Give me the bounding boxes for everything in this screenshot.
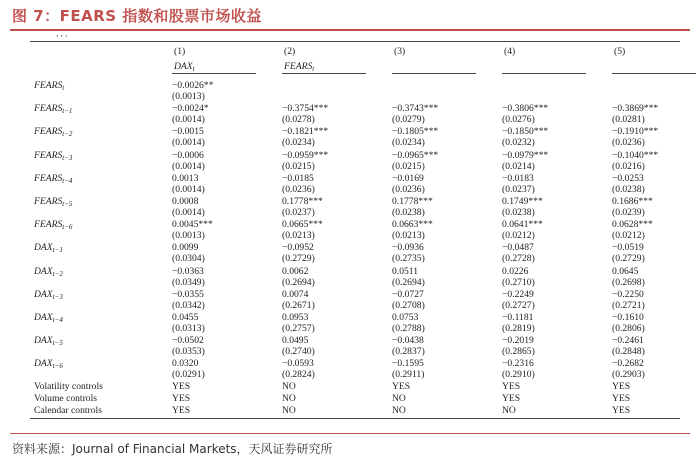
coef-cell: 0.0008 xyxy=(172,196,199,207)
se-cell: (0.2837) xyxy=(392,346,425,358)
coef-cell: −0.2461 xyxy=(612,335,644,347)
se-cell: (0.0234) xyxy=(392,137,425,149)
se-cell: (0.2848) xyxy=(612,346,645,358)
column-number: (2) xyxy=(284,46,296,57)
se-cell: (0.0304) xyxy=(172,253,205,265)
control-value: YES xyxy=(502,380,521,392)
coef-cell: 0.0455 xyxy=(172,312,199,323)
coef-cell: 0.0074 xyxy=(282,288,309,300)
row-label: $FEARS_{t-2}$ xyxy=(34,126,73,139)
row-label: $FEARS_{t-5}$ xyxy=(34,196,73,208)
coef-cell: −0.2316 xyxy=(502,358,534,370)
se-cell: (0.0237) xyxy=(502,183,535,195)
row-label: $FEARS_t$ xyxy=(34,80,65,92)
se-cell: (0.2729) xyxy=(282,253,315,265)
coef-cell: 0.0953 xyxy=(282,312,309,323)
se-cell: (0.2819) xyxy=(502,323,535,334)
coef-cell: −0.0355 xyxy=(172,288,204,300)
se-cell: (0.0236) xyxy=(392,183,425,195)
se-cell: (0.0212) xyxy=(502,230,535,242)
se-cell: (0.0013) xyxy=(172,230,205,242)
se-cell: (0.0236) xyxy=(282,183,315,195)
coef-cell: −0.2250 xyxy=(612,288,644,300)
se-cell: (0.2824) xyxy=(282,369,315,381)
coef-cell: 0.0753 xyxy=(392,312,419,323)
control-value: YES xyxy=(612,392,631,404)
control-label: Volatility controls xyxy=(34,380,103,392)
coef-cell: 0.0495 xyxy=(282,335,309,347)
coef-cell: −0.0936 xyxy=(392,242,424,254)
se-cell: (0.0238) xyxy=(502,207,535,218)
coef-cell: −0.1181 xyxy=(502,312,534,323)
se-cell: (0.0014) xyxy=(172,160,205,172)
coef-cell: 0.0663*** xyxy=(392,219,433,231)
se-cell: (0.0353) xyxy=(172,346,205,358)
se-cell: (0.0213) xyxy=(392,230,425,242)
coef-cell: −0.0024* xyxy=(172,103,209,115)
se-cell: (0.0014) xyxy=(172,183,205,195)
row-label: $FEARS_{t-6}$ xyxy=(34,219,73,232)
coef-cell: 0.0062 xyxy=(282,265,309,277)
column-number: (1) xyxy=(174,46,186,57)
coef-cell: −0.0979*** xyxy=(502,149,549,161)
coef-cell: −0.0015 xyxy=(172,126,204,138)
control-value: NO xyxy=(392,404,406,416)
se-cell: (0.2708) xyxy=(392,299,425,311)
header-underline xyxy=(282,73,366,74)
se-cell: (0.0313) xyxy=(172,323,205,334)
control-value: YES xyxy=(502,392,521,404)
se-cell: (0.0215) xyxy=(392,160,425,172)
se-cell: (0.0214) xyxy=(502,160,535,172)
control-value: NO xyxy=(502,404,516,416)
se-cell: (0.0013) xyxy=(172,91,205,102)
regression-table xyxy=(30,40,680,425)
row-label: $DAX_{t-1}$ xyxy=(34,242,63,255)
coef-cell: −0.0253 xyxy=(612,172,644,184)
coef-cell: 0.0013 xyxy=(172,172,199,184)
header-underline xyxy=(612,73,696,74)
coef-cell: −0.2019 xyxy=(502,335,534,347)
se-cell: (0.2903) xyxy=(612,369,645,381)
control-label: Calendar controls xyxy=(34,404,102,416)
se-cell: (0.2721) xyxy=(612,299,645,311)
coef-cell: −0.0965*** xyxy=(392,149,439,161)
header-underline xyxy=(502,73,586,74)
column-label: $DAX_t$ xyxy=(174,61,195,73)
se-cell: (0.2740) xyxy=(282,346,315,358)
source-note: 资料来源：Journal of Financial Markets，天风证券研究所 xyxy=(12,442,333,456)
header-underline xyxy=(392,73,476,74)
se-cell: (0.0279) xyxy=(392,114,425,126)
coef-cell: −0.1821*** xyxy=(282,126,329,138)
coef-cell: −0.0438 xyxy=(392,335,424,347)
se-cell: (0.2911) xyxy=(392,369,425,381)
se-cell: (0.0014) xyxy=(172,137,205,149)
coef-cell: −0.1595 xyxy=(392,358,424,370)
coef-cell: −0.1850*** xyxy=(502,126,549,138)
coef-cell: 0.0226 xyxy=(502,265,529,277)
se-cell: (0.0232) xyxy=(502,137,535,149)
coef-cell: −0.1910*** xyxy=(612,126,659,138)
row-label: $DAX_{t-5}$ xyxy=(34,335,63,348)
se-cell: (0.2788) xyxy=(392,323,425,334)
se-cell: (0.2698) xyxy=(612,276,645,288)
coef-cell: 0.0045*** xyxy=(172,219,213,231)
coef-cell: 0.0641*** xyxy=(502,219,543,231)
se-cell: (0.0215) xyxy=(282,160,315,172)
row-label: $DAX_{t-4}$ xyxy=(34,312,63,324)
se-cell: (0.0276) xyxy=(502,114,535,126)
row-label: $DAX_{t-2}$ xyxy=(34,265,63,278)
coef-cell: 0.1778*** xyxy=(282,196,323,207)
se-cell: (0.0213) xyxy=(282,230,315,242)
se-cell: (0.0239) xyxy=(612,207,645,218)
coef-cell: −0.0593 xyxy=(282,358,314,370)
coef-cell: −0.2682 xyxy=(612,358,644,370)
control-value: YES xyxy=(612,380,631,392)
coef-cell: −0.3806*** xyxy=(502,103,549,115)
se-cell: (0.2671) xyxy=(282,299,315,311)
se-cell: (0.0342) xyxy=(172,299,205,311)
se-cell: (0.0349) xyxy=(172,276,205,288)
figure-title: 图 7：FEARS 指数和股票市场收益 xyxy=(12,7,262,25)
footer-rule xyxy=(10,433,690,434)
se-cell: (0.2694) xyxy=(282,276,315,288)
control-value: YES xyxy=(172,404,191,416)
clipped-text: , , , xyxy=(56,31,68,37)
se-cell: (0.0291) xyxy=(172,369,205,381)
coef-cell: 0.1686*** xyxy=(612,196,653,207)
row-label: $DAX_{t-3}$ xyxy=(34,288,63,301)
coef-cell: 0.0099 xyxy=(172,242,199,254)
coef-cell: −0.3743*** xyxy=(392,103,439,115)
se-cell: (0.2729) xyxy=(612,253,645,265)
se-cell: (0.0014) xyxy=(172,114,205,126)
coef-cell: −0.0185 xyxy=(282,172,314,184)
se-cell: (0.2710) xyxy=(502,276,535,288)
se-cell: (0.0234) xyxy=(282,137,315,149)
column-number: (5) xyxy=(614,46,626,57)
row-label: $FEARS_{t-4}$ xyxy=(34,172,73,185)
coef-cell: −0.0169 xyxy=(392,172,424,184)
column-label: $FEARS_t$ xyxy=(284,61,315,73)
coef-cell: −0.0519 xyxy=(612,242,644,254)
coef-cell: 0.0645 xyxy=(612,265,639,277)
column-number: (4) xyxy=(504,46,516,57)
coef-cell: −0.2249 xyxy=(502,288,534,300)
coef-cell: −0.1805*** xyxy=(392,126,439,138)
control-value: YES xyxy=(172,392,191,404)
coef-cell: −0.1040*** xyxy=(612,149,659,161)
se-cell: (0.0212) xyxy=(612,230,645,242)
coef-cell: −0.0727 xyxy=(392,288,424,300)
se-cell: (0.0236) xyxy=(612,137,645,149)
row-label: $FEARS_{t-1}$ xyxy=(34,103,73,116)
se-cell: (0.0237) xyxy=(282,207,315,218)
se-cell: (0.0281) xyxy=(612,114,645,126)
se-cell: (0.0238) xyxy=(612,183,645,195)
se-cell: (0.2694) xyxy=(392,276,425,288)
coef-cell: −0.0487 xyxy=(502,242,534,254)
control-value: YES xyxy=(172,380,191,392)
coef-cell: −0.3869*** xyxy=(612,103,659,115)
coef-cell: 0.0511 xyxy=(392,265,419,277)
coef-cell: 0.0665*** xyxy=(282,219,323,231)
se-cell: (0.2727) xyxy=(502,299,535,311)
coef-cell: 0.1778*** xyxy=(392,196,433,207)
coef-cell: −0.0959*** xyxy=(282,149,329,161)
coef-cell: −0.0502 xyxy=(172,335,204,347)
control-value: NO xyxy=(282,392,296,404)
coef-cell: 0.0628*** xyxy=(612,219,653,231)
se-cell: (0.0216) xyxy=(612,160,645,172)
control-value: NO xyxy=(282,404,296,416)
column-number: (3) xyxy=(394,46,406,57)
se-cell: (0.0278) xyxy=(282,114,315,126)
table-top-rule xyxy=(30,41,680,42)
se-cell: (0.2910) xyxy=(502,369,535,381)
row-label: $FEARS_{t-3}$ xyxy=(34,149,73,162)
control-value: NO xyxy=(282,380,296,392)
control-label: Volume controls xyxy=(34,392,97,404)
control-value: YES xyxy=(392,380,411,392)
se-cell: (0.2735) xyxy=(392,253,425,265)
control-value: NO xyxy=(392,392,406,404)
se-cell: (0.2865) xyxy=(502,346,535,358)
coef-cell: −0.1610 xyxy=(612,312,644,323)
coef-cell: −0.0363 xyxy=(172,265,204,277)
coef-cell: 0.1749*** xyxy=(502,196,543,207)
table-bottom-rule xyxy=(30,418,680,419)
coef-cell: −0.0183 xyxy=(502,172,534,184)
se-cell: (0.2806) xyxy=(612,323,645,334)
se-cell: (0.0238) xyxy=(392,207,425,218)
se-cell: (0.0014) xyxy=(172,207,205,218)
se-cell: (0.2757) xyxy=(282,323,315,334)
se-cell: (0.2728) xyxy=(502,253,535,265)
coef-cell: −0.3754*** xyxy=(282,103,329,115)
coef-cell: 0.0320 xyxy=(172,358,199,370)
coef-cell: −0.0952 xyxy=(282,242,314,254)
row-label: $DAX_{t-6}$ xyxy=(34,358,63,371)
header-underline xyxy=(172,73,256,74)
coef-cell: −0.0026** xyxy=(172,80,214,91)
coef-cell: −0.0006 xyxy=(172,149,204,161)
control-value: YES xyxy=(612,404,631,416)
